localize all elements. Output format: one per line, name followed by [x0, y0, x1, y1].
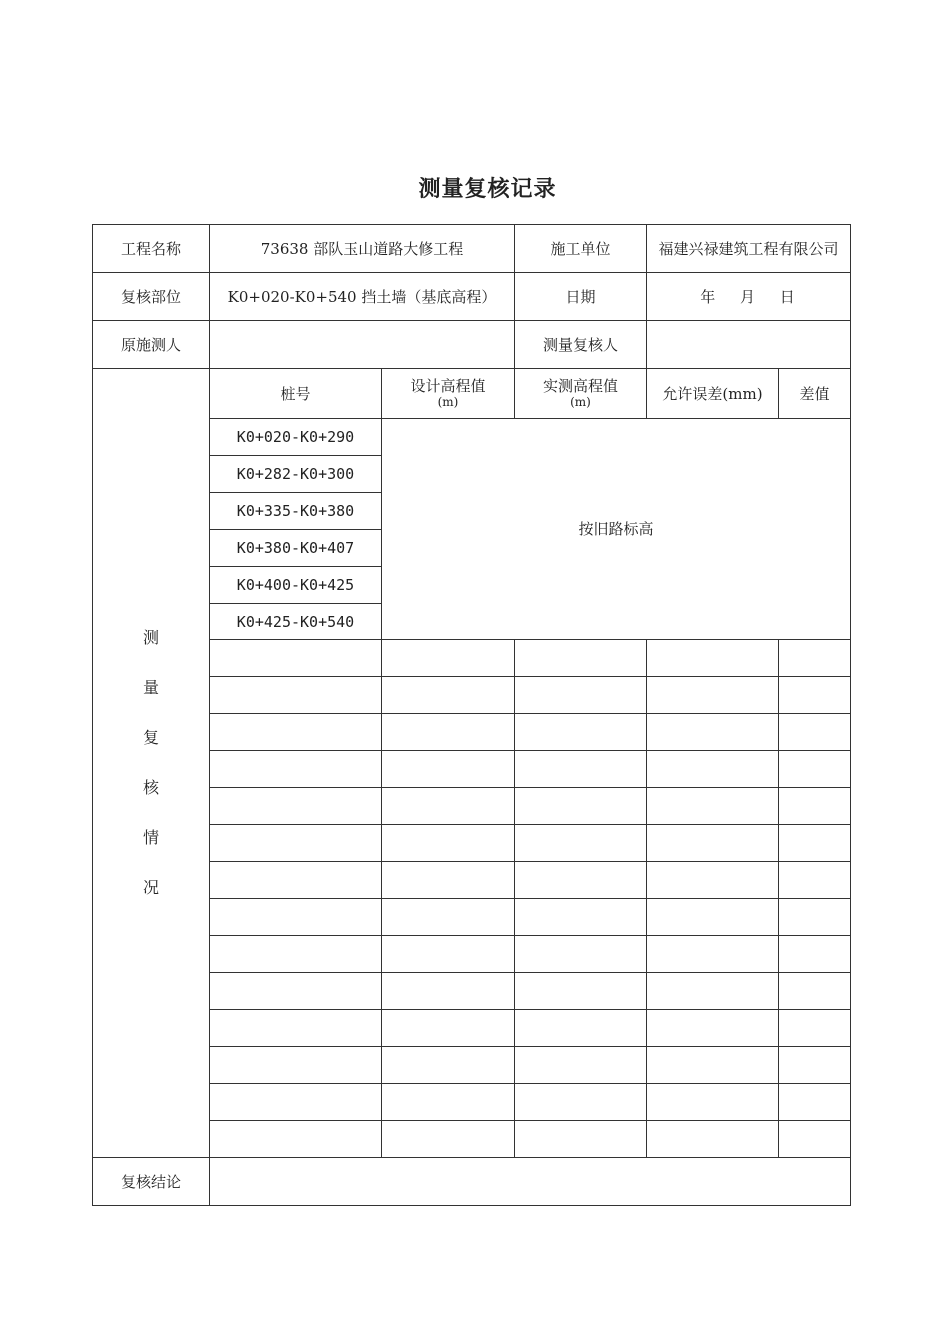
project-name-label: 工程名称 — [93, 225, 210, 273]
original-surveyor-label: 原施测人 — [93, 321, 210, 369]
blank-cell[interactable] — [647, 1047, 779, 1084]
col-header-design-elev-unit: (m) — [437, 395, 459, 410]
section-label-char: 复 — [142, 728, 159, 747]
page-title: 测量复核记录 — [418, 176, 557, 202]
blank-cell[interactable] — [210, 973, 382, 1010]
blank-cell[interactable] — [779, 788, 851, 825]
column-header-row — [93, 369, 851, 419]
reviewer-value[interactable] — [647, 321, 851, 369]
blank-cell[interactable] — [515, 1121, 647, 1158]
header-row-project — [93, 225, 851, 273]
blank-cell[interactable] — [647, 640, 779, 677]
blank-cell[interactable] — [210, 1121, 382, 1158]
blank-cell[interactable] — [210, 936, 382, 973]
blank-cell[interactable] — [779, 1010, 851, 1047]
blank-cell[interactable] — [515, 973, 647, 1010]
blank-cell[interactable] — [515, 1084, 647, 1121]
date-month: 月 — [740, 287, 758, 306]
col-header-tolerance: 允许误差(mm) — [647, 369, 779, 419]
station-cell[interactable]: K0+425-K0+540 — [210, 604, 382, 640]
blank-cell[interactable] — [647, 1121, 779, 1158]
review-location-value[interactable]: K0+020-K0+540 挡土墙（基底高程） — [210, 273, 515, 321]
station-cell[interactable]: K0+400-K0+425 — [210, 567, 382, 604]
col-header-measured-elev-unit: (m) — [570, 395, 591, 410]
blank-cell[interactable] — [779, 973, 851, 1010]
header-row-surveyors — [93, 321, 851, 369]
col-header-measured-elev — [515, 369, 647, 419]
blank-cell[interactable] — [779, 751, 851, 788]
header-row-location — [93, 273, 851, 321]
contractor-value[interactable]: 福建兴禄建筑工程有限公司 — [647, 225, 851, 273]
survey-review-form — [92, 224, 851, 1206]
blank-cell[interactable] — [779, 899, 851, 936]
blank-cell[interactable] — [382, 788, 515, 825]
blank-cell[interactable] — [647, 862, 779, 899]
blank-cell[interactable] — [210, 714, 382, 751]
blank-cell[interactable] — [515, 1010, 647, 1047]
date-label: 日期 — [515, 273, 647, 321]
original-surveyor-value[interactable] — [210, 321, 515, 369]
station-cell[interactable]: K0+282-K0+300 — [210, 456, 382, 493]
conclusion-value[interactable] — [210, 1158, 851, 1206]
blank-cell[interactable] — [382, 714, 515, 751]
blank-cell[interactable] — [382, 973, 515, 1010]
blank-cell[interactable] — [647, 714, 779, 751]
blank-cell[interactable] — [210, 1084, 382, 1121]
blank-cell[interactable] — [647, 1010, 779, 1047]
blank-cell[interactable] — [382, 899, 515, 936]
blank-cell[interactable] — [515, 862, 647, 899]
blank-cell[interactable] — [779, 1084, 851, 1121]
blank-cell[interactable] — [647, 1084, 779, 1121]
station-cell[interactable]: K0+335-K0+380 — [210, 493, 382, 530]
col-header-design-elev — [382, 369, 515, 419]
blank-cell[interactable] — [779, 640, 851, 677]
blank-cell[interactable] — [382, 677, 515, 714]
blank-cell[interactable] — [779, 677, 851, 714]
blank-cell[interactable] — [210, 1010, 382, 1047]
blank-cell[interactable] — [382, 640, 515, 677]
blank-cell[interactable] — [210, 751, 382, 788]
station-cell[interactable]: K0+380-K0+407 — [210, 530, 382, 567]
blank-cell[interactable] — [647, 936, 779, 973]
section-label-char: 况 — [142, 878, 159, 897]
blank-cell[interactable] — [515, 714, 647, 751]
blank-cell[interactable] — [779, 862, 851, 899]
blank-cell[interactable] — [647, 677, 779, 714]
blank-cell[interactable] — [779, 825, 851, 862]
blank-cell[interactable] — [515, 1047, 647, 1084]
section-label-char: 情 — [142, 828, 159, 847]
blank-cell[interactable] — [210, 862, 382, 899]
blank-cell[interactable] — [647, 751, 779, 788]
reviewer-label: 测量复核人 — [515, 321, 647, 369]
blank-cell[interactable] — [647, 825, 779, 862]
review-location-label: 复核部位 — [93, 273, 210, 321]
blank-cell[interactable] — [382, 862, 515, 899]
section-label-char: 量 — [142, 678, 159, 697]
blank-cell[interactable] — [382, 1084, 515, 1121]
col-header-measured-elev-label: 实测高程值 — [542, 377, 618, 396]
blank-cell[interactable] — [779, 1047, 851, 1084]
blank-cell[interactable] — [515, 825, 647, 862]
date-value[interactable] — [647, 273, 851, 321]
blank-cell[interactable] — [382, 936, 515, 973]
date-day: 日 — [779, 287, 797, 306]
blank-cell[interactable] — [779, 936, 851, 973]
station-cell[interactable]: K0+020-K0+290 — [210, 419, 382, 456]
blank-cell[interactable] — [647, 788, 779, 825]
conclusion-row — [93, 1158, 851, 1206]
blank-cell[interactable] — [382, 751, 515, 788]
project-name-value[interactable]: 73638 部队玉山道路大修工程 — [210, 225, 515, 273]
contractor-label: 施工单位 — [515, 225, 647, 273]
blank-cell[interactable] — [647, 899, 779, 936]
blank-cell[interactable] — [210, 677, 382, 714]
col-header-station: 桩号 — [210, 369, 382, 419]
section-label-char: 核 — [142, 778, 159, 797]
conclusion-label: 复核结论 — [93, 1158, 210, 1206]
blank-cell[interactable] — [382, 1047, 515, 1084]
blank-cell[interactable] — [515, 751, 647, 788]
date-year: 年 — [700, 287, 718, 306]
blank-cell[interactable] — [210, 788, 382, 825]
blank-cell[interactable] — [210, 1047, 382, 1084]
merged-note-cell[interactable]: 按旧路标高 — [382, 419, 851, 640]
col-header-design-elev-label: 设计高程值 — [410, 377, 486, 396]
blank-cell[interactable] — [515, 936, 647, 973]
blank-cell[interactable] — [382, 1010, 515, 1047]
blank-cell[interactable] — [382, 1121, 515, 1158]
blank-cell[interactable] — [779, 714, 851, 751]
blank-cell[interactable] — [210, 640, 382, 677]
blank-cell[interactable] — [210, 825, 382, 862]
blank-cell[interactable] — [647, 973, 779, 1010]
blank-cell[interactable] — [515, 640, 647, 677]
blank-cell[interactable] — [515, 788, 647, 825]
blank-cell[interactable] — [210, 899, 382, 936]
blank-cell[interactable] — [515, 899, 647, 936]
blank-cell[interactable] — [382, 825, 515, 862]
col-header-difference: 差值 — [779, 369, 851, 419]
section-label — [93, 369, 210, 1158]
blank-cell[interactable] — [779, 1121, 851, 1158]
section-label-char: 测 — [142, 628, 159, 647]
blank-cell[interactable] — [515, 677, 647, 714]
